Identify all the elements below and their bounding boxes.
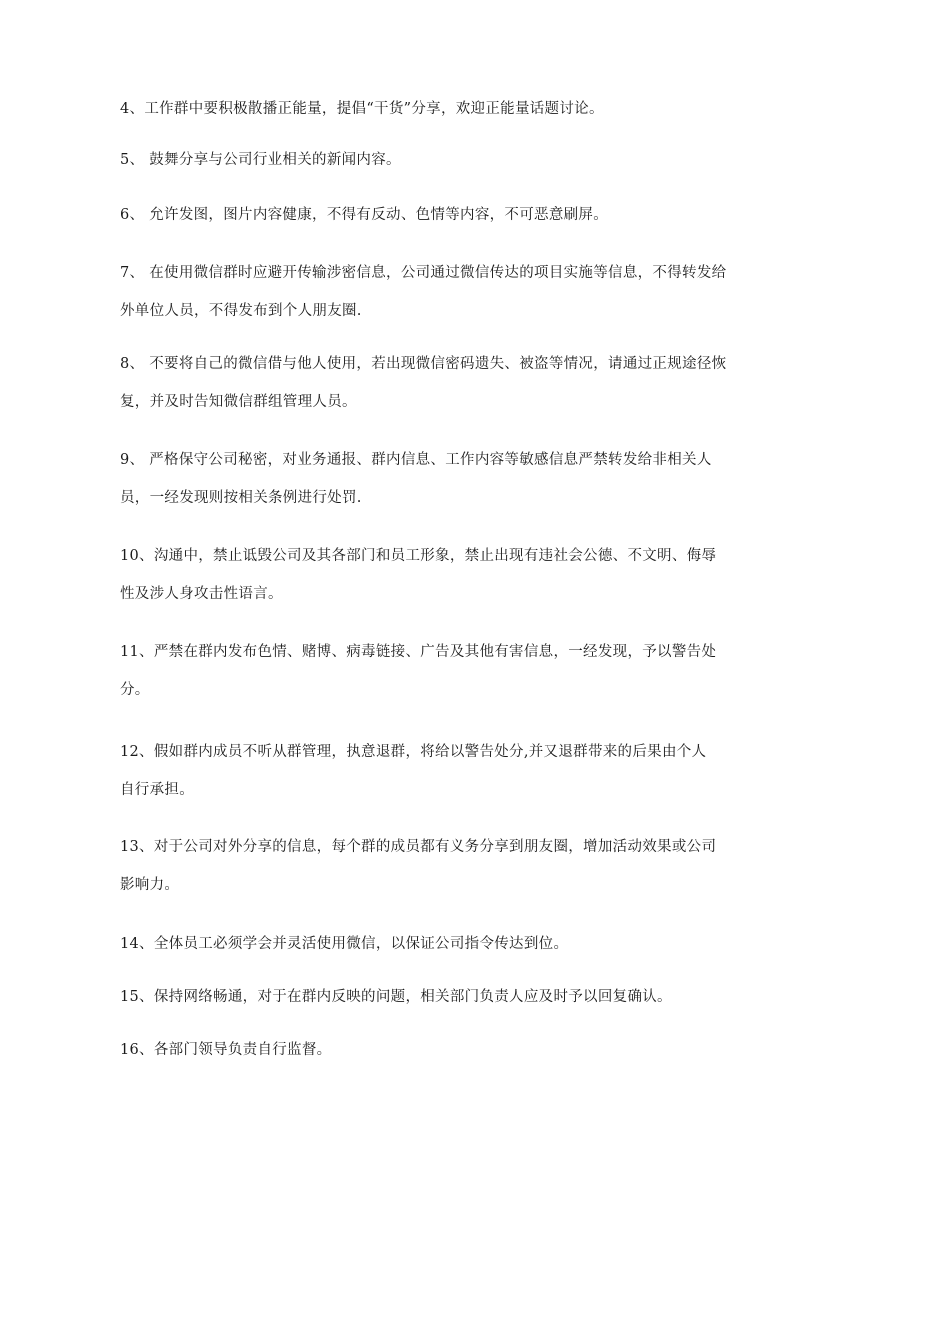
rule-text-line: 8、 不要将自己的微信借与他人使用，若出现微信密码遗失、被盗等情况，请通过正规途径恢 [120, 356, 727, 372]
rule-item-9 [120, 441, 775, 517]
rule-item-14 [120, 925, 775, 963]
rule-text-line: 性及涉人身攻击性语言。 [120, 586, 283, 602]
rule-item-7 [120, 254, 775, 330]
rule-text-line: 复，并及时告知微信群组管理人员。 [120, 394, 357, 410]
rule-item-10 [120, 537, 775, 613]
rule-text-line: 员，一经发现则按相关条例进行处罚. [120, 490, 362, 506]
rule-text-line: 12、假如群内成员不听从群管理，执意退群，将给以警告处分,并又退群带来的后果由个人 [120, 744, 707, 760]
rule-text-line: 9、 严格保守公司秘密，对业务通报、群内信息、工作内容等敏感信息严禁转发给非相关人 [120, 452, 712, 468]
rule-item-6 [120, 196, 775, 234]
rule-text-line: 11、严禁在群内发布色情、赌博、病毒链接、广告及其他有害信息，一经发现，予以警告处 [120, 644, 717, 660]
rule-item-4 [120, 90, 775, 128]
rule-item-5 [120, 141, 775, 179]
rule-item-11 [120, 633, 775, 709]
rule-text-line: 6、 允许发图，图片内容健康，不得有反动、色情等内容，不可恶意刷屏。 [120, 207, 609, 223]
rule-text-line: 15、保持网络畅通，对于在群内反映的问题，相关部门负责人应及时予以回复确认。 [120, 989, 672, 1005]
rule-text-line: 16、各部门领导负责自行监督。 [120, 1042, 332, 1058]
rule-item-8 [120, 345, 775, 421]
rule-text-line: 外单位人员，不得发布到个人朋友圈. [120, 303, 362, 319]
rule-item-16 [120, 1031, 775, 1069]
rule-item-12 [120, 733, 775, 809]
rule-text-line: 分。 [120, 682, 150, 698]
rule-text-line: 10、沟通中，禁止诋毁公司及其各部门和员工形象，禁止出现有违社会公德、不文明、侮辱 [120, 548, 717, 564]
rule-item-13 [120, 828, 775, 904]
rule-text-line: 14、全体员工必须学会并灵活使用微信，以保证公司指令传达到位。 [120, 936, 569, 952]
rule-text-line: 5、 鼓舞分享与公司行业相关的新闻内容。 [120, 152, 401, 168]
rule-text-line: 影响力。 [120, 877, 180, 893]
rule-item-15 [120, 978, 775, 1016]
rule-text-line: 自行承担。 [120, 782, 194, 798]
rule-text-line: 4、工作群中要积极散播正能量，提倡“干货”分享，欢迎正能量话题讨论。 [120, 101, 604, 117]
rule-text-line: 7、 在使用微信群时应避开传输涉密信息，公司通过微信传达的项目实施等信息，不得转发给 [120, 265, 727, 281]
rule-text-line: 13、对于公司对外分享的信息，每个群的成员都有义务分享到朋友圈，增加活动效果或公司 [120, 839, 717, 855]
